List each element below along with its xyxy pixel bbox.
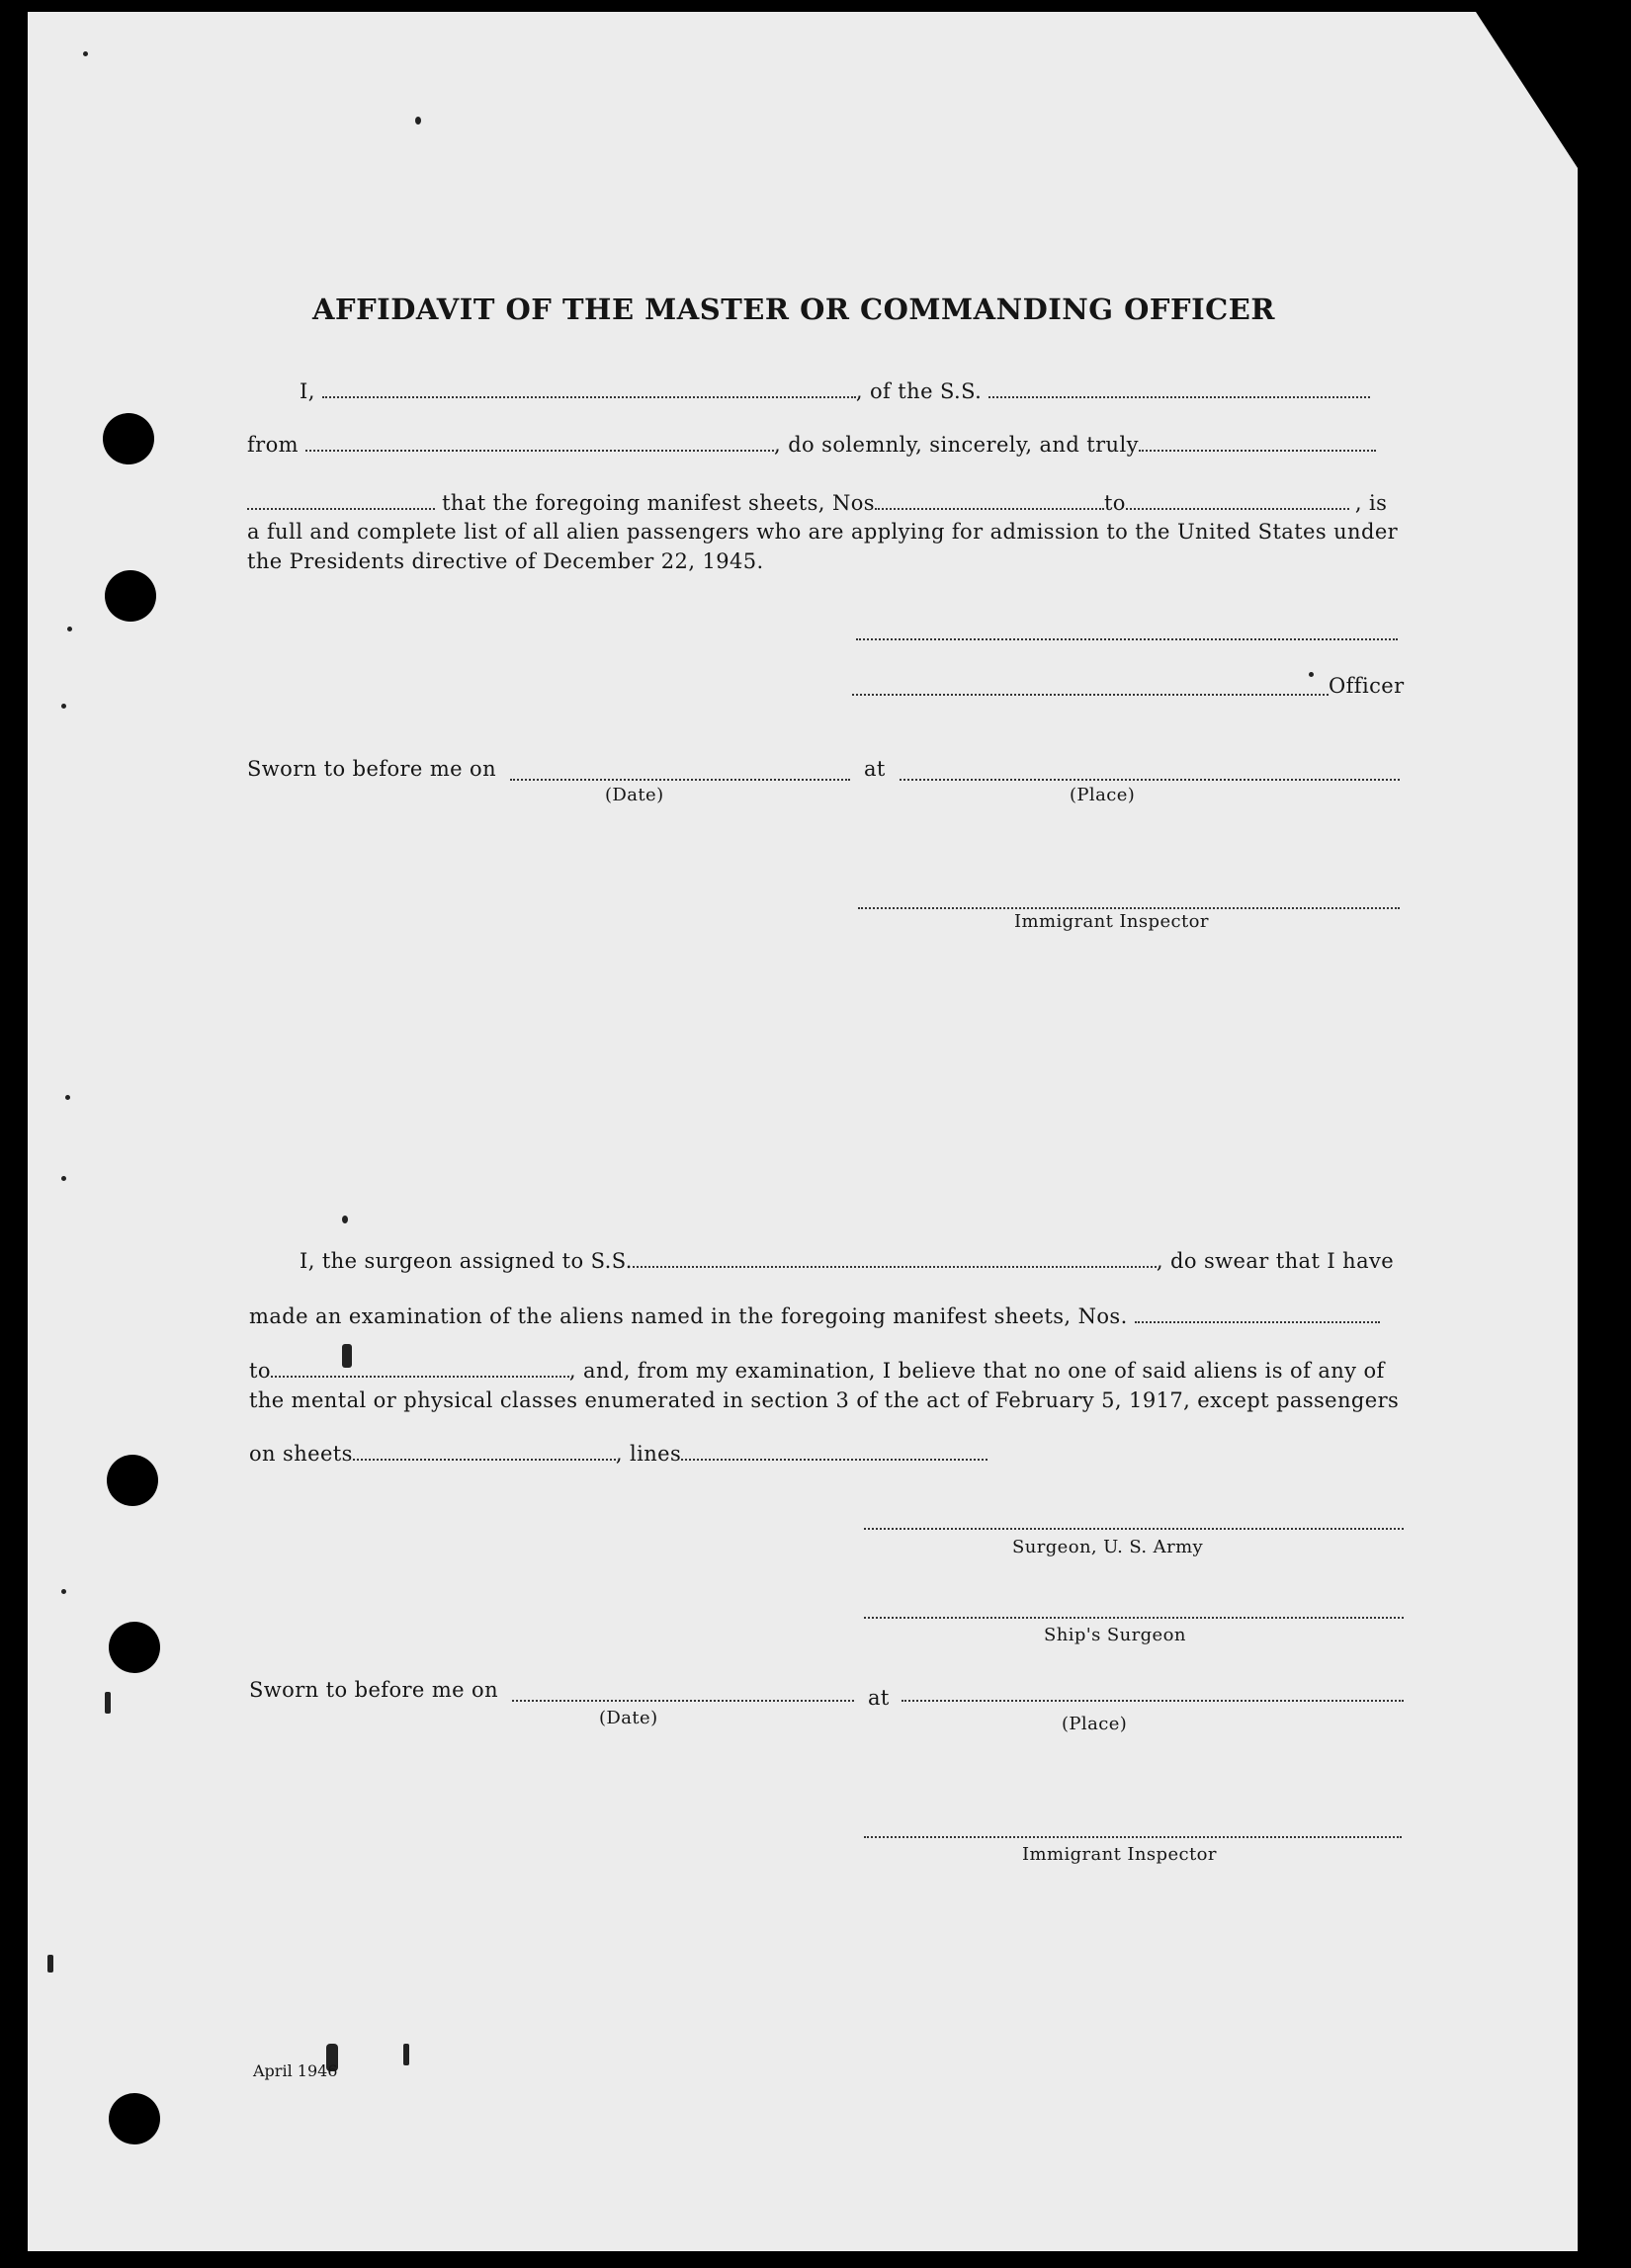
speck [67,627,72,631]
surgeon-sworn-label: Sworn to before me on [249,1678,499,1702]
speck [415,117,421,125]
surgeon-sheets-from-field[interactable] [1135,1320,1380,1323]
surgeon-belief-label: , and, from my examination, I believe that no one of said aliens is of any of [568,1359,1385,1383]
surgeon-exception-lines-field[interactable] [681,1458,987,1461]
form-date-footer: April 1946 [253,2061,338,2080]
master-oath-field-2[interactable] [247,507,435,510]
speck [403,2044,409,2065]
surgeon-place-field[interactable] [901,1700,1404,1702]
officer-label: Officer [1329,674,1405,698]
surgeon-line-3 [249,1359,1385,1383]
master-line-4: a full and complete list of all alien passengers who are applying for admission to the United States under [247,520,1399,544]
surgeon-inspector-caption: Immigrant Inspector [1022,1844,1217,1865]
master-signature-line[interactable] [856,638,1398,640]
speck [342,1216,348,1223]
speck [61,1589,66,1594]
surgeon-line-4: the mental or physical classes enumerated in section 3 of the act of February 5, 1917, except passengers [249,1388,1400,1412]
punch-hole [109,2093,160,2144]
surgeon-line-5 [249,1442,987,1466]
master-manifest-label: that the foregoing manifest sheets, Nos [442,491,875,515]
speck [61,1176,66,1181]
master-is-label: , is [1354,491,1388,515]
master-inspector-signature-line[interactable] [858,907,1400,909]
master-place-field[interactable] [900,779,1400,781]
master-place-caption: (Place) [1070,785,1136,805]
surgeon-ship-field[interactable] [633,1265,1157,1268]
surgeon-place-caption: (Place) [1062,1714,1128,1734]
officer-signature-line[interactable] [852,694,1329,696]
master-swear-label: , do solemnly, sincerely, and truly [774,433,1139,457]
master-oath-field[interactable] [1139,449,1376,452]
master-sheets-from-field[interactable] [875,507,1104,510]
master-line-5: the Presidents directive of December 22, 1945. [247,549,764,573]
master-i-label: I, [300,379,315,403]
surgeon-date-caption: (Date) [599,1708,658,1728]
punch-hole [103,413,154,464]
punch-hole [109,1622,160,1673]
master-from-label: from [247,433,299,457]
speck [1309,672,1314,677]
surgeon-on-sheets-label: on sheets [249,1442,353,1466]
ship-surgeon-caption: Ship's Surgeon [1044,1625,1186,1645]
surgeon-line-1 [300,1249,1394,1273]
master-sheets-to-field[interactable] [1126,507,1349,510]
speck [105,1692,111,1714]
surgeon-line-2 [249,1304,1380,1328]
speck [47,1955,53,1973]
master-line-2 [247,433,1376,457]
punch-hole [105,570,156,622]
master-sworn-label: Sworn to before me on [247,757,497,781]
master-to-label: to [1103,491,1126,515]
master-at-label: at [864,757,886,781]
speck [61,704,66,709]
master-line-1 [300,379,1370,403]
surgeon-to-label: to [249,1359,271,1383]
punch-hole [107,1455,158,1506]
speck [65,1095,70,1100]
surgeon-exception-sheets-field[interactable] [353,1458,616,1461]
master-line-3 [247,491,1387,515]
form-page [28,12,1578,2251]
master-from-field[interactable] [305,449,774,452]
surgeon-sheets-to-field[interactable] [271,1375,569,1378]
master-ship-label: , of the S.S. [855,379,983,403]
master-date-caption: (Date) [605,785,664,805]
master-name-field[interactable] [322,395,856,398]
army-surgeon-caption: Surgeon, U. S. Army [1012,1537,1204,1557]
surgeon-ss-label: I, the surgeon assigned to S.S. [300,1249,633,1273]
speck [83,51,88,56]
surgeon-swear-label: , do swear that I have [1156,1249,1395,1273]
master-inspector-caption: Immigrant Inspector [1014,911,1209,932]
surgeon-inspector-signature-line[interactable] [864,1836,1402,1838]
surgeon-examination-label: made an examination of the aliens named in the foregoing manifest sheets, Nos. [249,1304,1128,1328]
form-title: AFFIDAVIT OF THE MASTER OR COMMANDING OFFICER [312,293,1275,326]
master-date-field[interactable] [510,779,850,781]
ship-surgeon-signature-line[interactable] [864,1617,1404,1619]
surgeon-date-field[interactable] [512,1700,854,1702]
surgeon-at-label: at [868,1686,890,1710]
army-surgeon-signature-line[interactable] [864,1528,1404,1530]
master-ship-field[interactable] [988,395,1370,398]
surgeon-lines-label: , lines [615,1442,682,1466]
